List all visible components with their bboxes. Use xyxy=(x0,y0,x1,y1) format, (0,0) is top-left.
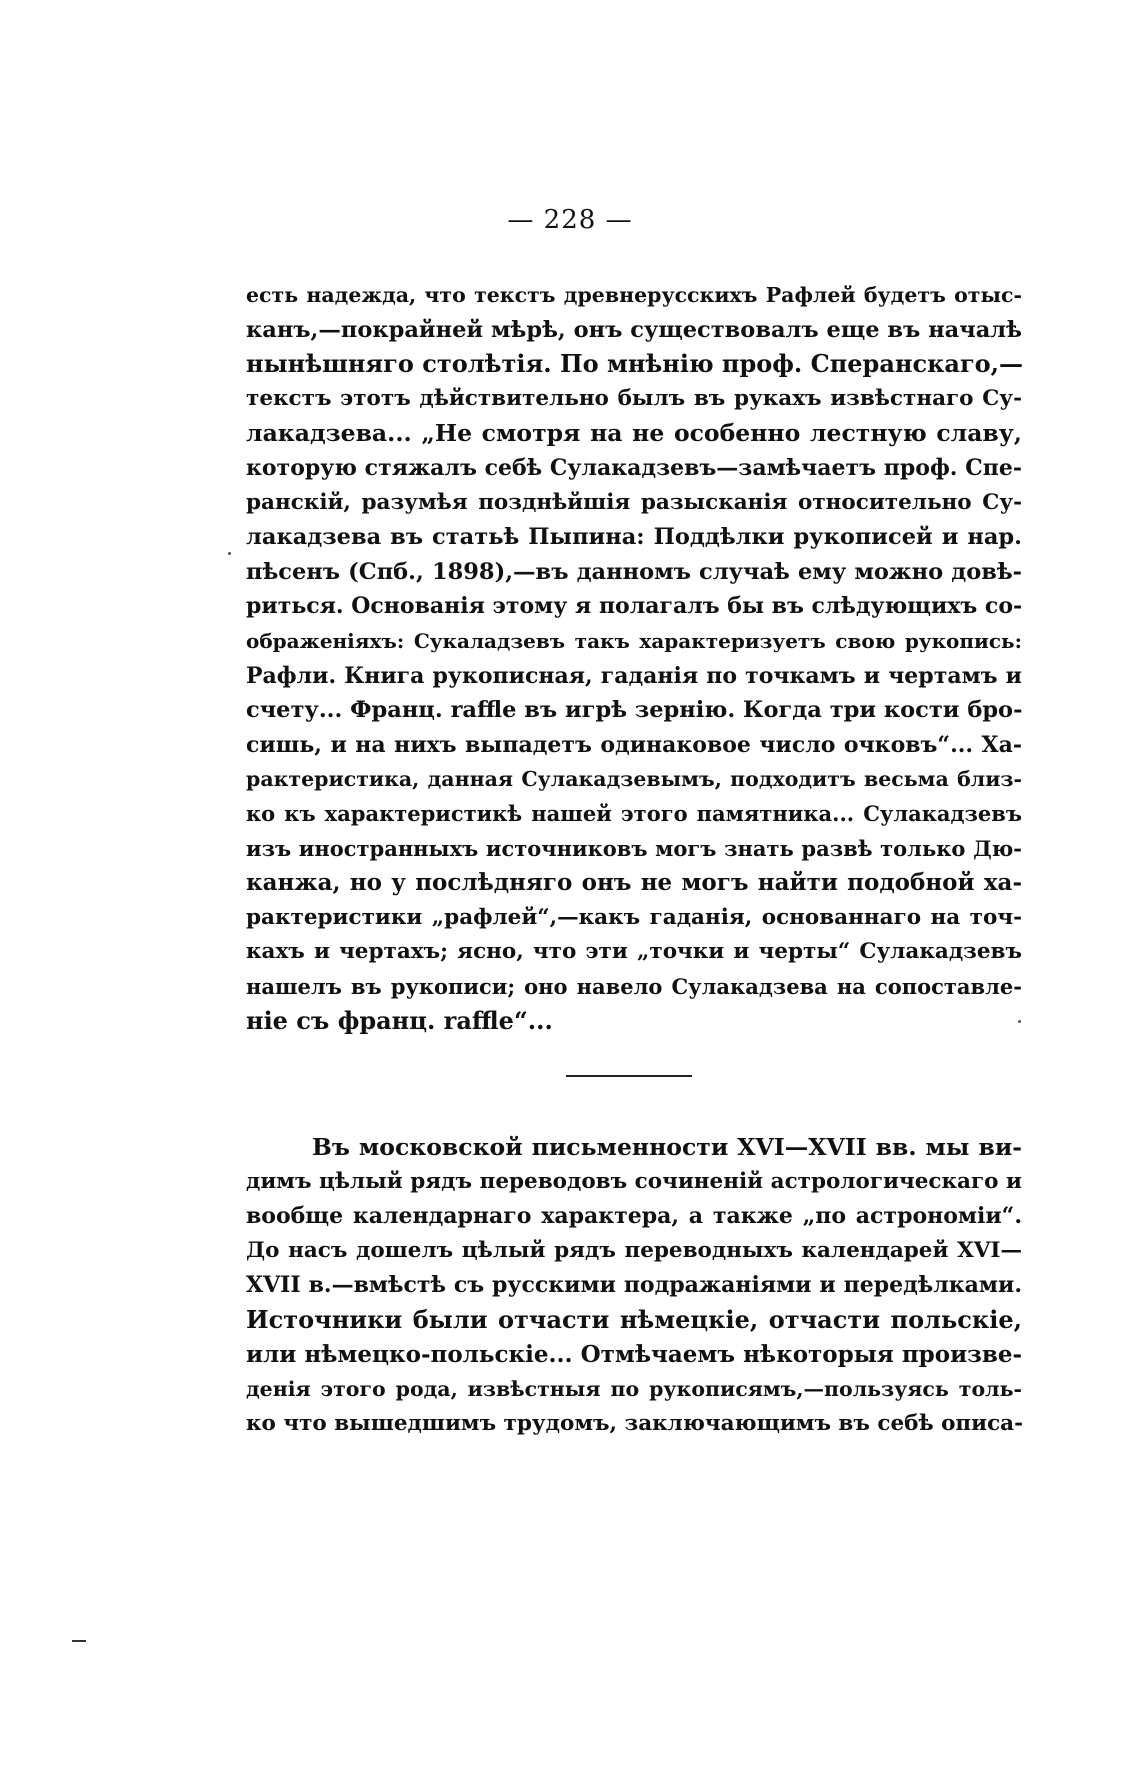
text-line: канжа, но у послѣдняго онъ не могъ найти подобной ха- xyxy=(246,869,1022,897)
scan-margin-mark xyxy=(72,1640,86,1642)
text-line: кахъ и чертахъ; ясно, что эти „точки и черты“ Сулакадзевъ xyxy=(246,939,1022,965)
text-line: Рафли. Книга рукописная, гаданія по точкамъ и чертамъ и xyxy=(246,662,1022,689)
text-line: До насъ дошелъ цѣлый рядъ переводныхъ календарей XVI— xyxy=(246,1237,1022,1263)
text-line: риться. Основанія этому я полагалъ бы въ слѣдующихъ со- xyxy=(246,593,1023,620)
text-line: текстъ этотъ дѣйствительно былъ въ рукахъ извѣстнаго Су- xyxy=(246,385,1022,411)
page-number: — 228 — xyxy=(507,205,633,235)
paragraph-2 xyxy=(246,1130,1022,1441)
text-line: нынѣшняго столѣтія. По мнѣнію проф. Сперанскаго,— xyxy=(246,349,1024,379)
text-line: счету... Франц. raffle въ игрѣ зернію. Когда три кости бро- xyxy=(246,697,1023,724)
text-line: рактеристики „рафлей“,—какъ гаданія, основаннаго на точ- xyxy=(246,904,1022,930)
text-line: димъ цѣлый рядъ переводовъ сочиненій астрологическаго и xyxy=(246,1168,1022,1194)
text-line: сишь, и на нихъ выпадетъ одинаковое число очковъ“... Ха- xyxy=(246,731,1022,758)
scan-speck xyxy=(1018,1020,1021,1023)
text-line: ніе съ франц. raffle“... xyxy=(246,1006,553,1036)
text-line: которую стяжалъ себѣ Сулакадзевъ—замѣчаетъ проф. Спе- xyxy=(246,454,1022,481)
text-line: изъ иностранныхъ источниковъ могъ знать развѣ только Дю- xyxy=(246,835,1022,861)
text-line: пѣсенъ (Спб., 1898),—въ данномъ случаѣ ему можно довѣ- xyxy=(246,558,1022,585)
text-line: рактеристика, данная Сулакадзевымъ, подходитъ весьма близ- xyxy=(246,767,1022,792)
text-line: Источники были отчасти нѣмецкіе, отчасти польскіе, xyxy=(246,1304,1022,1334)
text-line: ображеніяхъ: Сукаладзевъ такъ характеризуетъ свою рукопись: xyxy=(246,628,1022,653)
text-line: ко къ характеристикѣ нашей этого памятника... Сулакадзевъ xyxy=(246,800,1022,826)
text-line: XVII в.—вмѣстѣ съ русскими подражаніями и передѣлками. xyxy=(246,1272,1022,1299)
text-line: Въ московской письменности XVI—XVII вв. мы ви- xyxy=(312,1133,1022,1161)
text-line: ранскій, разумѣя позднѣйшія разысканія относительно Су- xyxy=(246,489,1022,515)
text-line: вообще календарнаго характера, а также „по астрономіи“. xyxy=(246,1203,1022,1230)
paragraph-1 xyxy=(246,278,1022,1039)
text-line: есть надежда, что текстъ древнерусскихъ Рафлей будетъ отыс- xyxy=(246,283,1022,307)
text-line: нашелъ въ рукописи; оно навело Сулакадзева на сопоставле- xyxy=(246,973,1022,999)
text-line: канъ,—покрайней мѣрѣ, онъ существовалъ еще въ началѣ xyxy=(246,316,1022,343)
scan-speck xyxy=(228,552,231,555)
text-line: лакадзева... „Не смотря на не особенно лестную славу, xyxy=(246,419,1022,448)
section-divider xyxy=(566,1075,692,1077)
text-line: лакадзева въ статьѣ Пыпина: Поддѣлки рукописей и нар. xyxy=(246,524,1022,551)
text-line: денія этого рода, извѣстныя по рукописямъ,—пользуясь толь- xyxy=(246,1377,1022,1402)
text-line: или нѣмецко-польскіе... Отмѣчаемъ нѣкоторыя произве- xyxy=(246,1340,1022,1368)
text-line: ко что вышедшимъ трудомъ, заключающимъ въ себѣ описа- xyxy=(246,1410,1024,1436)
